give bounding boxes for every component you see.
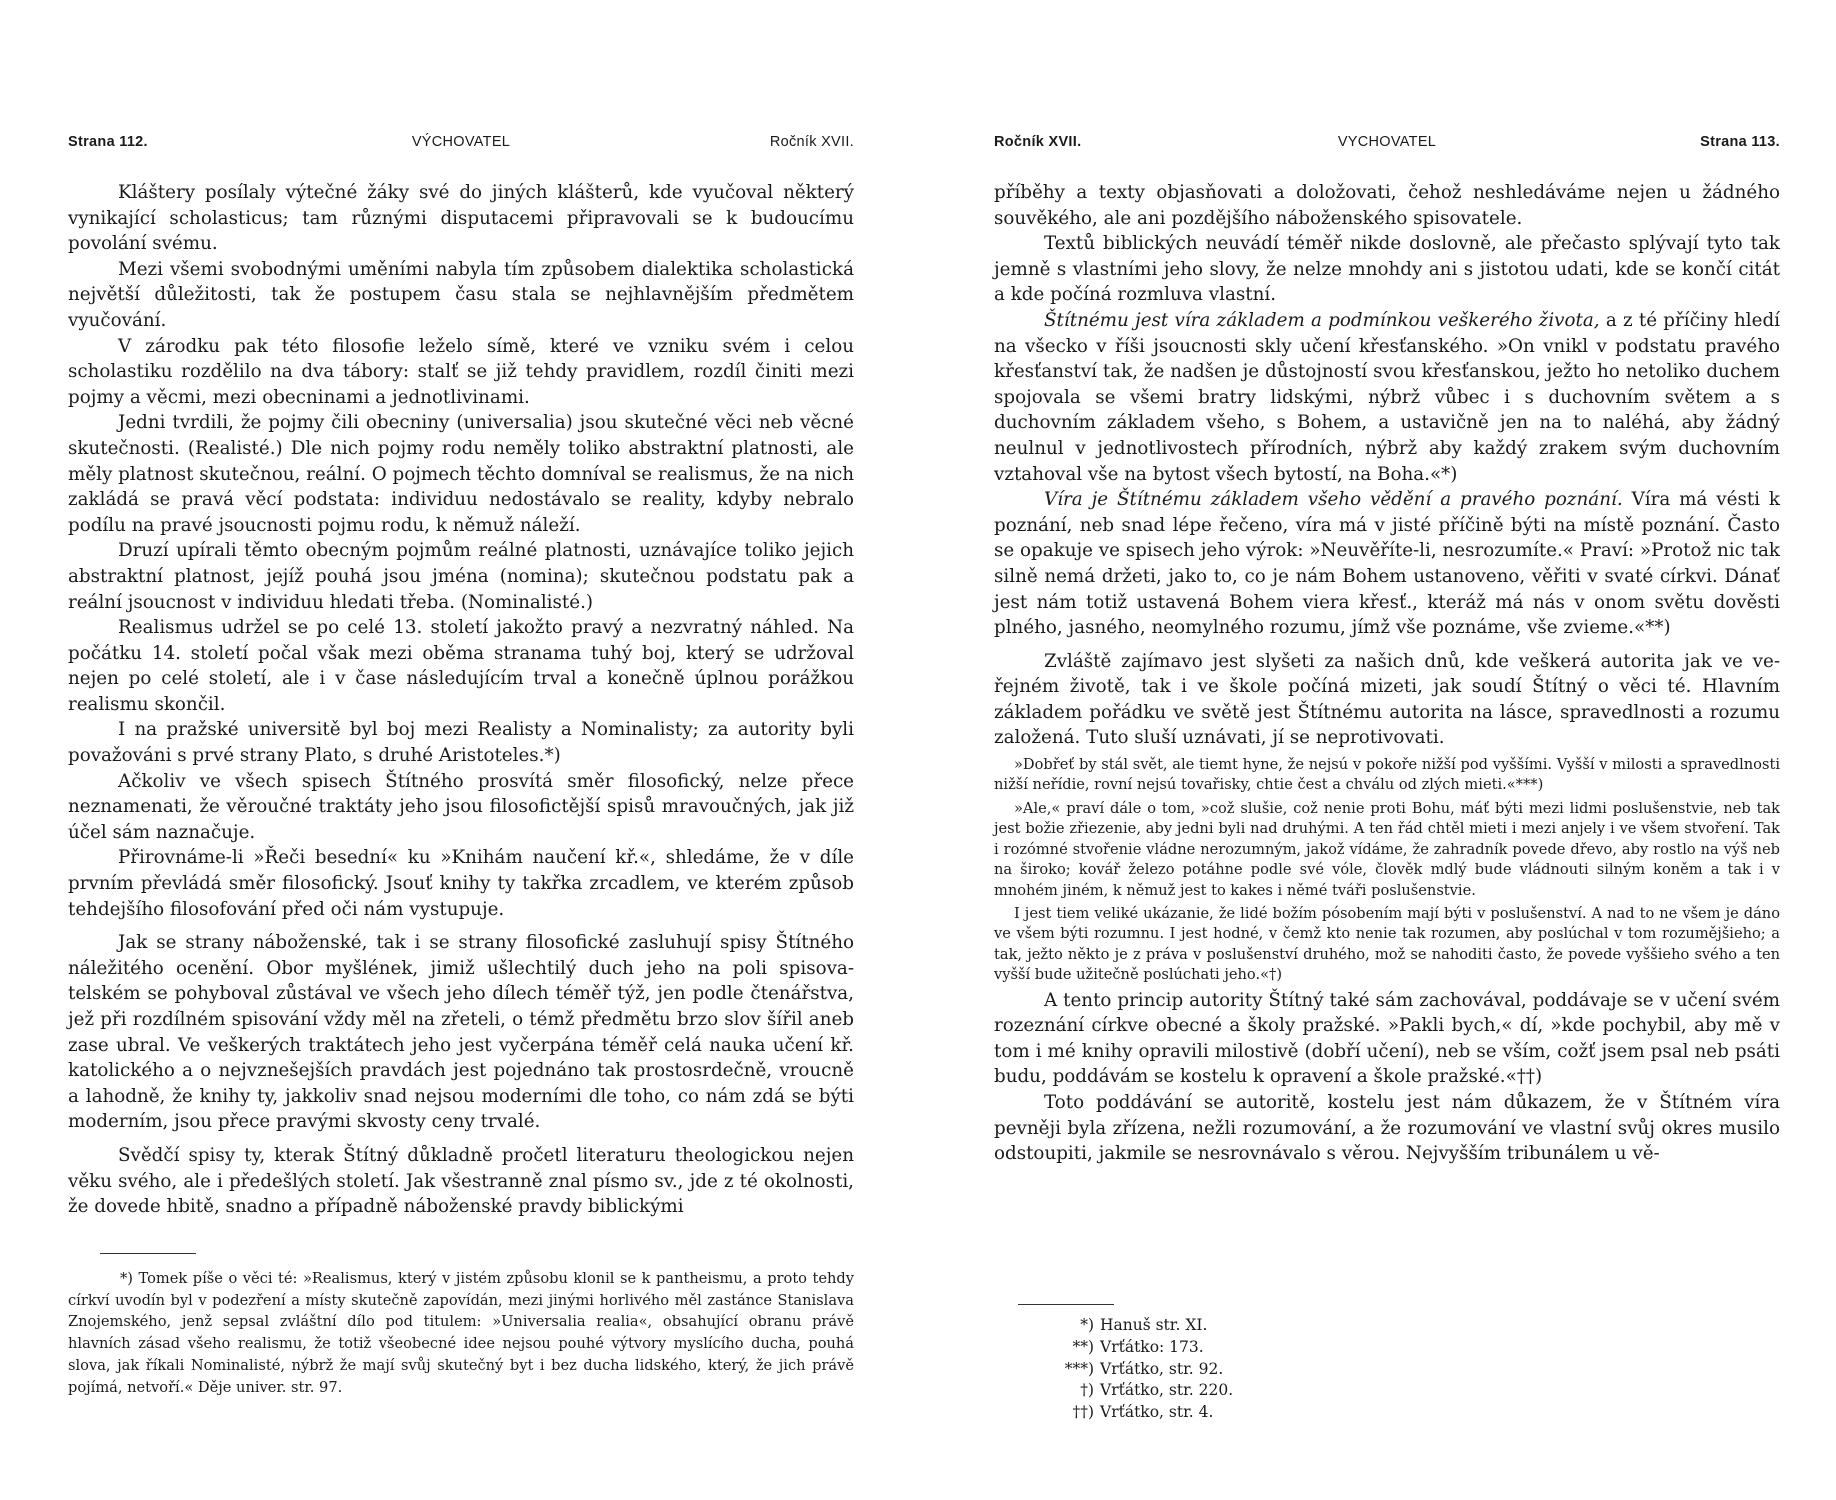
volume-label: Ročník XVII. — [769, 134, 854, 150]
journal-title: VYCHOVATEL — [1337, 134, 1437, 150]
page-number-label: Strana 113. — [1700, 134, 1780, 150]
footnote-divider — [1018, 1304, 1114, 1305]
paragraph: Jak se strany náboženské, tak i se strany filosofické zasluhují spisy Štítného náležitého ocenění. Obor myšlének, jimiž ušlechtilý duch jeho na poli spisovatelském se pohyboval zůstával ve všech jeho dílech téměř týž, jen podle čtenářstva, jež při rozdílném spisování vždy měl na zřeteli, o témž předmětu brzo slov šířil aneb zase ubral. Ve veškerých traktátech jeho jest vyčerpána téměř celá nauka učení kř. katolického a o nejvznešejších pravdách jest pojednáno tak prostosrdečně, vroucně a lahodně, že knihy ty, jakkoliv snad nejsou moderními dle toho, co nám zdá se býti moderním, jsou přece pravými skvosty ceny trvalé. — [68, 932, 854, 1133]
volume-label: Ročník XVII. — [994, 134, 1082, 150]
footnote-divider — [100, 1253, 196, 1254]
paragraph: Druzí upírali těmto obecným pojmům reálné platnosti, uznávajíce toliko jejich abstraktní platnost, jejíž pouhá jsou jména (nomina); skutečnou podstatu pak a reální jsoucnost v individuu hledati třeba. (Nominalisté.) — [68, 540, 854, 613]
paragraph-text: Víra má vésti k poznání, neb snad lépe řečeno, víra má v jisté příčině býti na místě poznání. Často se opakuje ve spisech jeho výrok: »Neuvěříte-li, nesrozumíte.« Praví: »Protož nic tak silně nemá držeti, jako to, co je nám Bohem ustanoveno, věřiti v svaté církvi. Dánať jest nám totiž ustavená Bohem viera křesť., kteráž má nás v onom světu dověsti plného, jasného, neomylného rozumu, jímž vše poznáme, vše zvieme.«**) — [994, 489, 1781, 639]
left-footnotes — [68, 1268, 854, 1398]
paragraph: A tento princip autority Štítný také sám zachovával, poddávaje se v učení svém rozeznání církve obecné a školy pražské. »Pakli bych,« dí, »kde pochybil, aby mě v tom i mé knihy opravili milostivě (dobří učení), neb se vším, cožť jsem psal neb psáti budu, poddávám se kostelu k opravení a škole pražské.«††) — [994, 989, 1780, 1088]
paragraph-text: a z té příčiny hledí na všecko v říši jsoucnosti skly učení křesťanského. »On vnikl v podstatu pravého křesťanství tak, že nadšen je důstojností svou křesťanskou, ježto ho netoliko duchem spojovala se všemi bratry lidskými, nýbrž vůbec i s duchovním světem a s duchovním základem všeho, s Bohem, a ustavičně jen na to naléhá, aby žádný neulnul v jednotlivostech přírodních, nýbrž aby každý zrakem svým duchovním vztahoval vše na bytost všech bytostí, na Boha.«*) — [994, 309, 1781, 485]
footnote-mark: ***) — [1064, 1359, 1094, 1378]
footnote-text: Vrťátko: 173. — [1100, 1337, 1204, 1356]
footnote-text: Vrťátko, str. 220. — [1100, 1381, 1234, 1400]
paragraph: Realismus udržel se po celé 13. století jakožto pravý a nezvratný náhled. Na počátku 14. století počal však mezi oběma stranama tuhý boj, který se udržoval nejen po celé století, ale i v čase následujícím trval a konečně úplnou porážkou realismu skončil. — [68, 617, 854, 715]
paragraph — [994, 487, 1780, 641]
emphasis: Víra je Štítnému základem všeho vědění a pravého poznání. — [1044, 489, 1623, 511]
footnote — [1048, 1380, 1548, 1402]
paragraph: V zárodku pak této filosofie leželo símě, které ve vzniku svém i celou scholastiku rozdělilo na dva tábory: stalť se již tehdy pravidlem, rozdíl činiti mezi pojmy a věcmi, mezi obecninami a jednotlivinami. — [68, 335, 854, 408]
quotation: I jest tiem veliké ukázanie, že lidé božím pósobením mají býti v poslušenství. A nad to ne všem je dáno ve všem býti rozumnu. I jest hodné, v čemž kto nenie tak rozumen, aby poslúchal v tom rozumějšieho; a tak, ježto někto je z práva v poslušenství druhého, mož se nahoditi často, že povede vyššieho svého a ten vyšší bude užitečně poslúchati jeho.«†) — [994, 904, 1780, 984]
footnote — [1048, 1359, 1548, 1381]
footnote-mark: ††) — [1072, 1403, 1094, 1422]
paragraph: Jedni tvrdili, že pojmy čili obecniny (universalia) jsou skutečné věci neb věcné skutečnosti. (Realisté.) Dle nich pojmy rodu neměly toliko abstraktní platnosti, ale měly platnost skutečnou, reální. O pojmech těchto domníval se realismus, že na nich zakládá se pravá věcí podstata: individuu nedostávalo se reality, kdyby nebralo podílu na pravé jsoucnosti pojmu rodu, k němuž náleží. — [68, 412, 854, 536]
paragraph: Ačkoliv ve všech spisech Štítného prosvítá směr filosofický, nelze přece neznamenati, že věroučné traktáty jeho jsou filosofictější spisů mravoučných, jak již účel sám naznačuje. — [68, 770, 854, 843]
footnote-mark: †) — [1080, 1381, 1094, 1400]
right-page-header — [994, 134, 1780, 156]
emphasis: Štítnému jest víra základem a podmínkou veškerého života, — [1044, 309, 1600, 331]
right-footnotes — [1048, 1315, 1548, 1424]
paragraph: Mezi všemi svobodnými uměními nabyla tím způsobem dialektika scholastická největší důležitosti, tak že postupem času stala se nejhlavnějším předmětem vyučování. — [68, 258, 854, 331]
left-page-header — [68, 134, 854, 156]
quotation: »Ale,« praví dále o tom, »což slušie, což nenie proti Bohu, máť býti mezi lidmi poslušenstvie, neb tak jest božie zřiezenie, aby jedni byli nad druhými. A ten řád chtěl mieti i mezi anjely i ve všem stvoření. Tak i rozómné stvořenie vládne nerozumným, jakož vídáme, že zahradník povede dřevo, aby rostlo na výš neb na široko; kovář železo potáhne podle své vóle, člověk mdlý bude vládnouti silným koněm a tak i v mnohém jiném, k němuž jest to kakes i němé tváři poslušenstvie. — [994, 799, 1780, 899]
paragraph — [994, 308, 1780, 487]
left-page-body — [68, 180, 854, 1220]
journal-title: VÝCHOVATEL — [411, 134, 511, 150]
footnote-text: Hanuš str. XI. — [1100, 1316, 1208, 1334]
footnote — [1048, 1315, 1548, 1337]
footnote-mark: **) — [1072, 1337, 1094, 1356]
paragraph: příběhy a texty objasňovati a doložovati, čehož neshledáváme nejen u žádného souvěkého, ale ani pozdějšího náboženského spisovatele. — [994, 182, 1780, 229]
paragraph: Zvláště zajímavo jest slyšeti za našich dnů, kde veškerá autorita jak ve veřejném životě, tak i ve škole počíná mizeti, jak soudí Štítný o věci té. Hlavním základem pořádku ve světě jest Štítnému autorita na lásce, spravedlnosti a rozumu založená. Tuto sluší uznávati, jí se neprotivovati. — [994, 650, 1780, 749]
footnote-text: Vrťátko, str. 92. — [1100, 1359, 1224, 1378]
quotation-block — [994, 755, 1780, 985]
quotation: »Dobřeť by stál svět, ale tiemt hyne, že nejsú v pokoře nižší pod vyššími. Vyšší v milosti a spravedlnosti nižší neřídie, rovní nejsú tovařisky, chtie čest a chválu od zlých mieti.«***) — [994, 756, 1780, 794]
right-page — [918, 0, 1836, 1500]
footnote: *) Tomek píše o věci té: »Realismus, který v jistém způsobu klonil se k pantheismu, a proto tehdy církví uvodín byl v podezření a místy skutečně zapovídán, mezi jinými horlivého měl zastánce Stanislava Znojemského, jenž sepsal zvláštní dílo pod titulem: »Universalia realia«, obsahující obranu právě hlavních zásad všeho realismu, že totiž všeobecné idee nejsou pouhé výtvory myslícího ducha, pouhá slova, jak říkali Nominalisté, nýbrž že mají svůj skutečný byt i bez ducha lidského, který, že jich právě pojímá, netvoří.« Děje univer. str. 97. — [68, 1270, 854, 1396]
paragraph: Svědčí spisy ty, kterak Štítný důkladně pročetl literaturu theologickou nejen věku svého, ale i předešlých století. Jak všestranně znal písmo sv., jde z té okolnosti, že dovede hbitě, snadno a případně náboženské pravdy biblickými — [68, 1144, 854, 1218]
paragraph: Kláštery posílaly výtečné žáky své do jiných klášterů, kde vyučoval některý vynikající scholasticus; tam různými disputacemi připravovali se k budoucímu povolání svému. — [68, 182, 854, 255]
footnote-text: Vrťátko, str. 4. — [1100, 1403, 1214, 1422]
paragraph: Textů biblických neuvádí téměř nikde doslovně, ale přečasto splývají tyto tak jemně s vlastními jeho slovy, že nelze mnohdy ani s jistotou udati, kde se končí citát a kde počíná rozmluva vlastní. — [994, 233, 1780, 306]
footnote — [1048, 1402, 1548, 1424]
paragraph: I na pražské universitě byl boj mezi Realisty a Nominalisty; za autority byli považováni s prvé strany Plato, s druhé Aristoteles.*) — [68, 719, 854, 767]
page-number-label: Strana 112. — [68, 134, 148, 150]
right-page-body — [994, 180, 1780, 1167]
paragraph: Toto poddávání se autoritě, kostelu jest nám důkazem, že v Štítném víra pevněji byla zřízena, nežli rozumování, a že rozumování ve vlastní svůj okres musilo odstoupiti, jakmile se nesrovnávalo s věrou. Nejvyšším tribunálem u vě- — [994, 1091, 1780, 1165]
footnote-mark: *) — [1080, 1316, 1094, 1334]
paragraph: Přirovnáme-li »Řeči besední« ku »Knihám naučení kř.«, shledáme, že v díle prvním převládá směr filosofický. Jsouť knihy ty takřka zrcadlem, ve kterém způsob tehdejšího filosofování před oči nám vystupuje. — [68, 847, 854, 920]
footnote — [1048, 1337, 1548, 1359]
